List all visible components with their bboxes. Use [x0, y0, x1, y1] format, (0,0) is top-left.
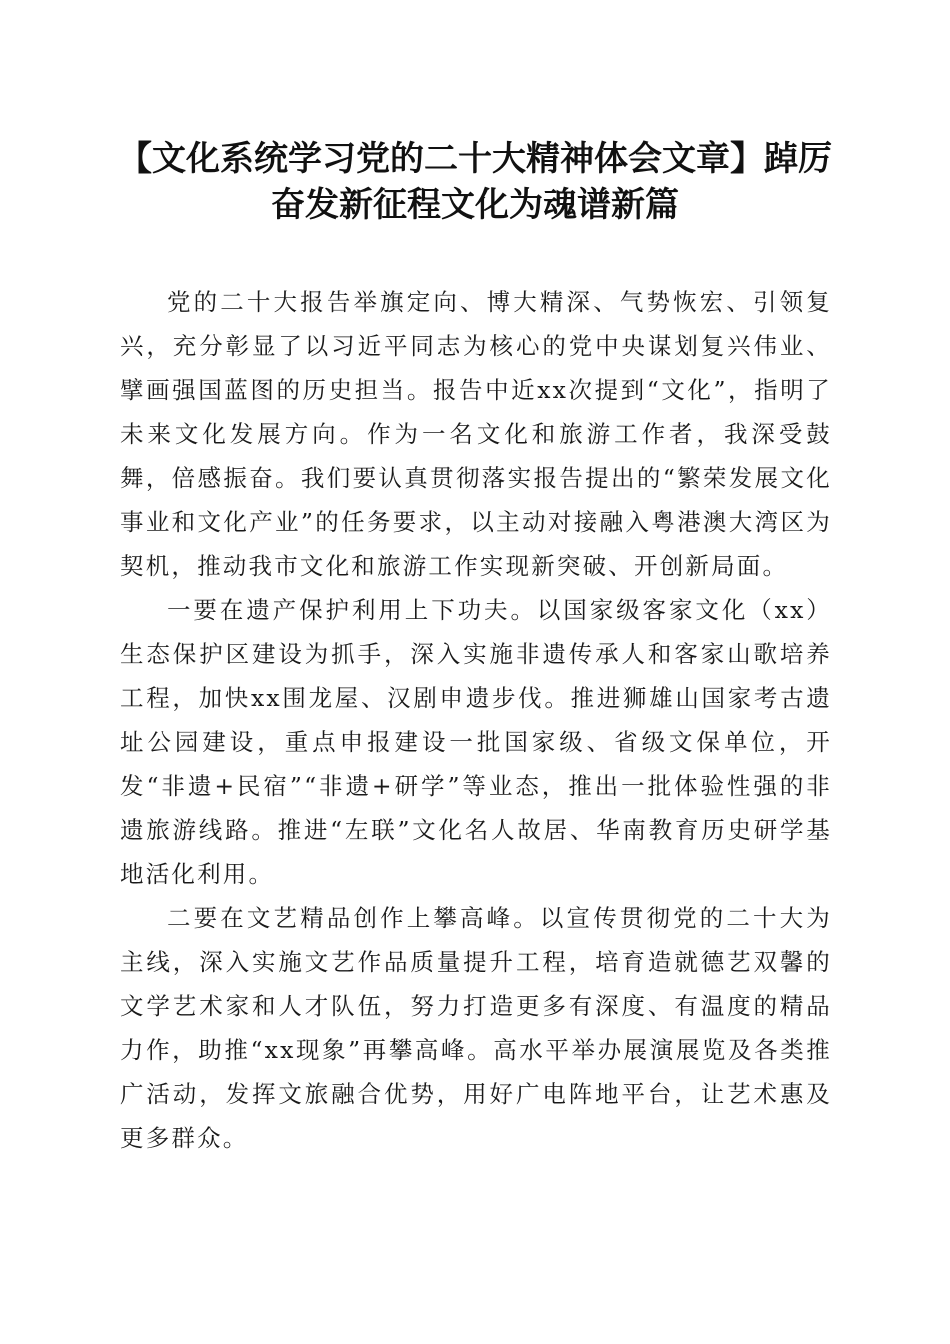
document-body: [120, 280, 832, 1160]
paragraph-intro: 党的二十大报告举旗定向、博大精深、气势恢宏、引领复兴，充分彰显了以习近平同志为核心的党中央谋划复兴伟业、擘画强国蓝图的历史担当。报告中近xx次提到“文化”，指明了未来文化发展方向。作为一名文化和旅游工作者，我深受鼓舞，倍感振奋。我们要认真贯彻落实报告提出的“繁荣发展文化事业和文化产业”的任务要求，以主动对接融入粤港澳大湾区为契机，推动我市文化和旅游工作实现新突破、开创新局面。: [120, 288, 832, 580]
paragraph-heritage: 一要在遗产保护利用上下功夫。以国家级客家文化（xx）生态保护区建设为抓手，深入实施非遗传承人和客家山歌培养工程，加快xx围龙屋、汉剧申遗步伐。推进狮雄山国家考古遗址公园建设，重点申报建设一批国家级、省级文保单位，开发“非遗+民宿”“非遗+研学”等业态，推出一批体验性强的非遗旅游线路。推进“左联”文化名人故居、华南教育历史研学基地活化利用。: [120, 596, 832, 888]
paragraph-arts: 二要在文艺精品创作上攀高峰。以宣传贯彻党的二十大为主线，深入实施文艺作品质量提升工程，培育造就德艺双馨的文学艺术家和人才队伍，努力打造更多有深度、有温度的精品力作，助推“xx现象”再攀高峰。高水平举办展演展览及各类推广活动，发挥文旅融合优势，用好广电阵地平台，让艺术惠及更多群众。: [120, 904, 832, 1152]
document-title: 【文化系统学习党的二十大精神体会文章】踔厉奋发新征程文化为魂谱新篇: [118, 139, 832, 225]
